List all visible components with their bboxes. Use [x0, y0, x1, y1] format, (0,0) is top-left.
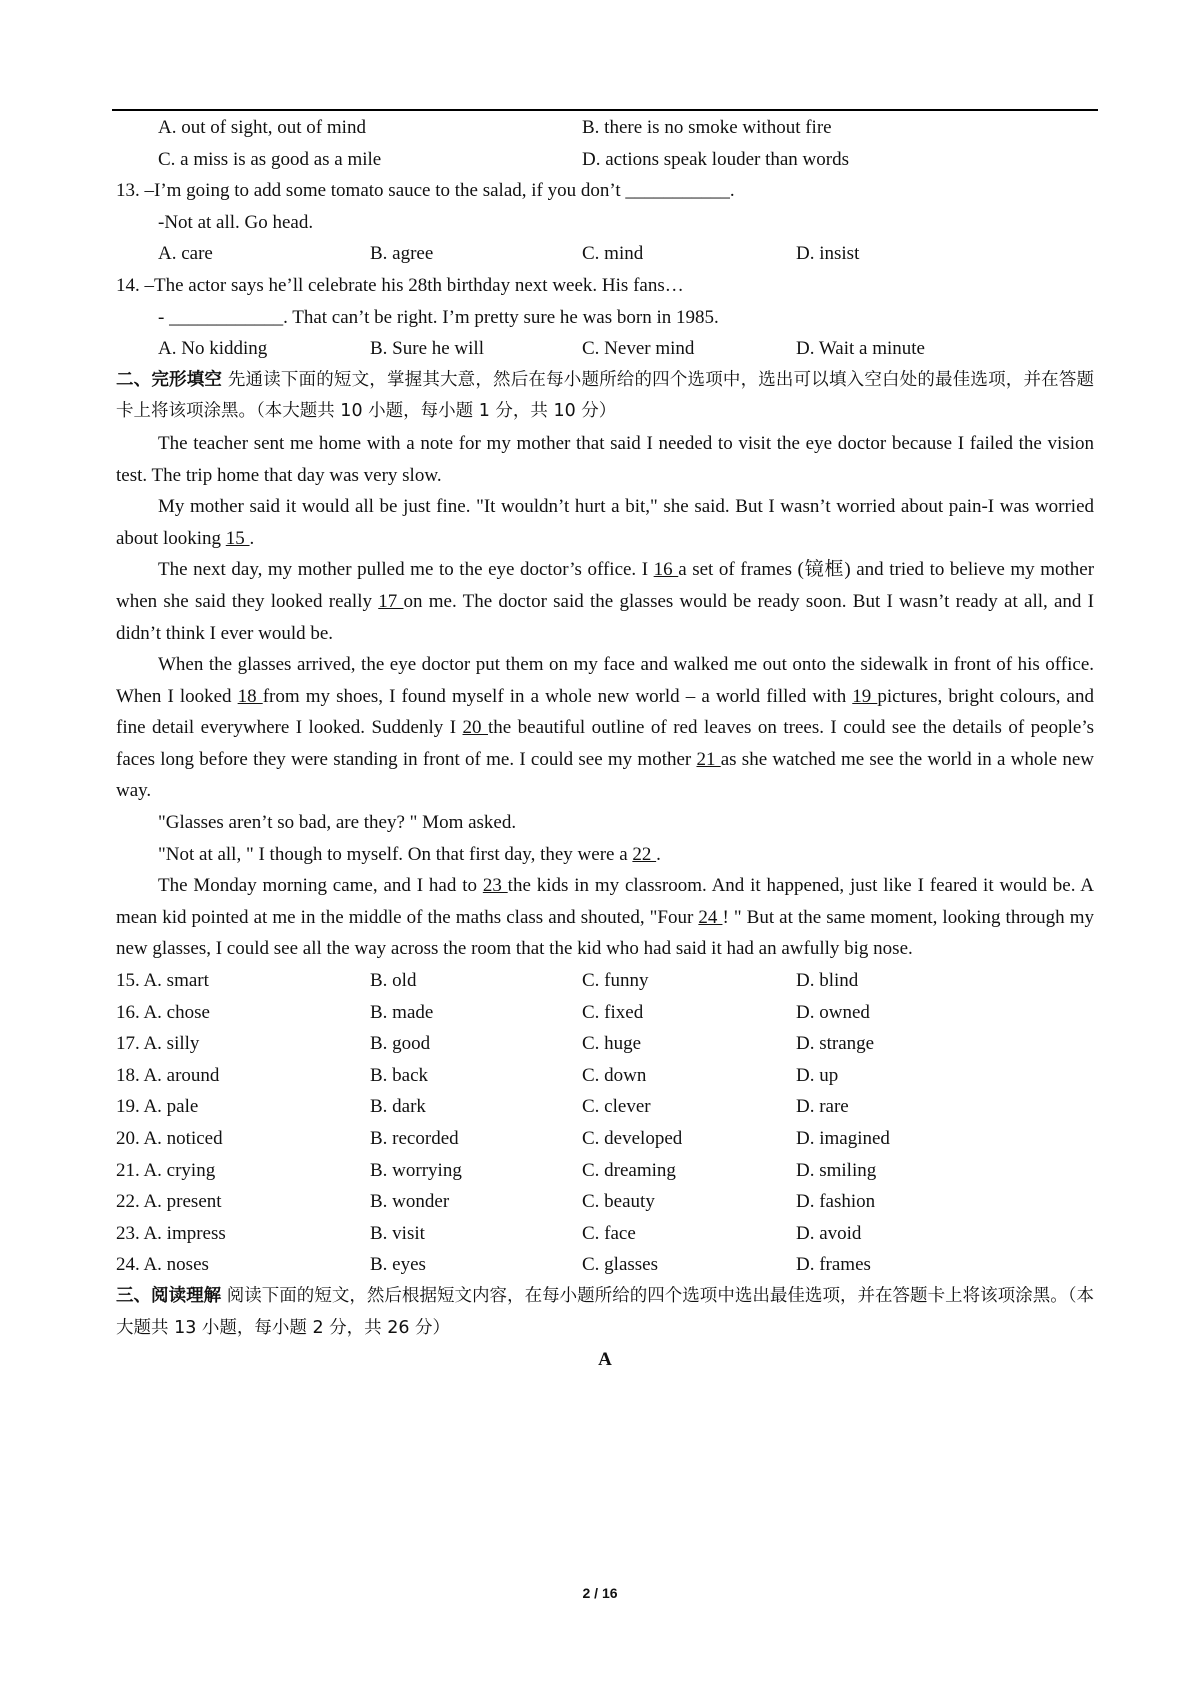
q12-options-row-1 — [116, 112, 1094, 144]
blank-16: 16 — [653, 559, 679, 581]
passage-text: My mother said it would all be just fine. "It wouldn’t hurt a bit," she said. But I wasn’t worried about pain-I was worried about looking — [116, 496, 1094, 549]
q12-options-row-2 — [116, 144, 1094, 176]
option-text: C. mind — [582, 243, 644, 265]
passage-text: . — [249, 527, 255, 549]
option-text: D. avoid — [796, 1222, 862, 1244]
option-text: 21. A. crying — [116, 1159, 216, 1181]
passage-text: . — [656, 843, 661, 865]
option-text: D. blind — [796, 970, 859, 992]
option-text: 17. A. silly — [116, 1033, 200, 1055]
option-text: A. No kidding — [158, 338, 268, 360]
option-text: D. smiling — [796, 1159, 877, 1181]
option-text: B. visit — [370, 1222, 425, 1244]
option-text: B. dark — [370, 1096, 426, 1118]
option-text: B. eyes — [370, 1254, 426, 1276]
option-text: 16. A. chose — [116, 1001, 210, 1023]
option-text: 24. A. noses — [116, 1254, 209, 1276]
header-rule — [112, 109, 1098, 111]
section-2-instruction: 先通读下面的短文，掌握其大意，然后在每小题所给的四个选项中，选出可以填入空白处的最佳选项，并在答题卡上将该项涂黑。（本大题共 10 小题，每小题 1 分，共 10 分） — [116, 369, 1095, 422]
passage-text: When the glasses arrived, the eye doctor put them on my face and walked me out onto the sidewalk in front of his office. When I looked — [116, 654, 1094, 707]
option-row-20 — [116, 1123, 1094, 1155]
option-text: D. Wait a minute — [796, 338, 925, 360]
blank-17: 17 — [378, 590, 404, 612]
option-text: 15. A. smart — [116, 970, 209, 992]
option-text: C. down — [582, 1064, 647, 1086]
option-text: B. old — [370, 970, 417, 992]
q13-question: 13. –I’m going to add some tomato sauce to the salad, if you don’t ___________. — [116, 180, 735, 202]
q14-reply: - ____________. That can’t be right. I’m pretty sure he was born in 1985. — [158, 306, 719, 328]
option-text: C. dreaming — [582, 1159, 676, 1181]
option-row-21 — [116, 1155, 1094, 1187]
passage-a-label: A — [598, 1349, 612, 1371]
option-text: D. imagined — [796, 1128, 890, 1149]
blank-21: 21 — [696, 748, 721, 770]
passage-text: ! " But at the same moment, looking through my new glasses, I could see all the way across the room that the kid who had said it had an awfully big nose. — [116, 906, 1094, 960]
option-text: C. a miss is as good as a mile — [158, 148, 382, 170]
option-text: B. made — [370, 1001, 434, 1023]
passage-paragraph-2 — [116, 491, 1094, 554]
option-text: C. developed — [582, 1128, 683, 1149]
passage-text: on me. The doctor said the glasses would be ready soon. But I wasn’t ready at all, and I didn’t think I ever would be. — [116, 590, 1095, 644]
option-row-18 — [116, 1060, 1094, 1092]
blank-22: 22 — [632, 843, 657, 865]
blank-24: 24 — [698, 906, 723, 928]
passage-text: from my shoes, I found myself in a whole new world – a world filled with — [262, 685, 853, 707]
option-text: 20. A. noticed — [116, 1128, 223, 1149]
passage-text: the kids in my classroom. And it happened, just like I feared it would be. A mean kid pointed at me in the middle of the maths class and shouted, "Four — [116, 875, 1094, 928]
cloze-options — [116, 965, 1094, 1281]
option-text: B. back — [370, 1064, 429, 1086]
passage-text: the beautiful outline of red leaves on trees. I could see the details of people’s faces long before they were standing in front of me. I could see my mother — [116, 717, 1094, 770]
option-text: D. insist — [796, 243, 860, 265]
option-text: C. beauty — [582, 1191, 655, 1213]
passage-text: as she watched me see the world in a whole new way. — [116, 748, 1094, 802]
blank-15: 15 — [225, 527, 250, 549]
option-text: B. wonder — [370, 1191, 450, 1213]
option-row-23 — [116, 1218, 1094, 1250]
option-text: D. up — [796, 1064, 839, 1086]
passage-text: The next day, my mother pulled me to the eye doctor’s office. I — [158, 559, 654, 581]
section-3-instruction: 阅读下面的短文，然后根据短文内容，在每小题所给的四个选项中选出最佳选项，并在答题卡上将该项涂黑。（本大题共 13 小题，每小题 2 分，共 26 分） — [116, 1285, 1095, 1338]
option-text: B. recorded — [370, 1128, 459, 1149]
passage-text: The Monday morning came, and I had to — [158, 875, 483, 897]
option-text: D. frames — [796, 1254, 871, 1276]
blank-19: 19 — [852, 685, 878, 707]
option-text: D. actions speak louder than words — [582, 148, 849, 170]
option-row-22 — [116, 1186, 1094, 1218]
section-2-header — [116, 365, 1094, 428]
passage-paragraph-4 — [116, 649, 1094, 807]
option-row-16 — [116, 997, 1094, 1029]
passage-paragraph-7 — [116, 870, 1094, 965]
option-text: C. funny — [582, 970, 649, 992]
section-2-title: 二、完形填空 — [116, 369, 223, 390]
option-text: A. out of sight, out of mind — [158, 117, 366, 138]
option-row-19 — [116, 1091, 1094, 1123]
option-text: C. fixed — [582, 1001, 644, 1023]
section-3-header — [116, 1281, 1094, 1344]
option-row-17 — [116, 1028, 1094, 1060]
option-text: B. good — [370, 1033, 431, 1055]
option-text: D. owned — [796, 1001, 870, 1023]
option-text: 18. A. around — [116, 1064, 220, 1086]
passage-paragraph-6 — [116, 839, 1094, 871]
option-text: A. care — [158, 243, 213, 265]
option-text: B. worrying — [370, 1159, 462, 1181]
option-text: C. huge — [582, 1033, 642, 1055]
section-3-title: 三、阅读理解 — [116, 1285, 222, 1306]
option-text: D. fashion — [796, 1191, 876, 1213]
passage-text: "Not at all, " I though to myself. On that first day, they were a — [158, 843, 633, 865]
blank-23: 23 — [482, 875, 508, 897]
option-text: D. rare — [796, 1096, 849, 1118]
q14-options — [116, 333, 1094, 365]
option-text: 23. A. impress — [116, 1222, 226, 1244]
option-text: B. agree — [370, 243, 434, 265]
exam-content — [116, 112, 1094, 1376]
q13-reply: -Not at all. Go head. — [158, 211, 314, 233]
option-text: B. Sure he will — [370, 338, 484, 360]
option-text: B. there is no smoke without fire — [582, 117, 832, 138]
passage-paragraph-1: The teacher sent me home with a note for my mother that said I needed to visit the eye doctor because I failed the vision test. The trip home that day was very slow. — [116, 432, 1094, 486]
option-text: C. face — [582, 1222, 636, 1244]
passage-paragraph-3 — [116, 554, 1094, 649]
passage-text: a set of frames (镜框) and tried to believe my mother when she said they looked really — [116, 559, 1095, 612]
option-text: C. clever — [582, 1096, 651, 1118]
option-text: 19. A. pale — [116, 1096, 199, 1118]
passage-text: pictures, bright colours, and fine detail everywhere I looked. Suddenly I — [116, 685, 1094, 739]
option-row-15 — [116, 965, 1094, 997]
option-text: C. glasses — [582, 1254, 658, 1276]
option-row-24 — [116, 1249, 1094, 1281]
q13-options — [116, 238, 1094, 270]
q14-question: 14. –The actor says he’ll celebrate his 28th birthday next week. His fans… — [116, 274, 684, 296]
passage-paragraph-5: "Glasses aren’t so bad, are they? " Mom asked. — [158, 812, 517, 834]
option-text: D. strange — [796, 1033, 875, 1055]
option-text: 22. A. present — [116, 1191, 222, 1213]
option-text: C. Never mind — [582, 338, 695, 360]
blank-20: 20 — [462, 717, 488, 739]
page-number: 2 / 16 — [582, 1585, 618, 1601]
blank-18: 18 — [237, 685, 263, 707]
